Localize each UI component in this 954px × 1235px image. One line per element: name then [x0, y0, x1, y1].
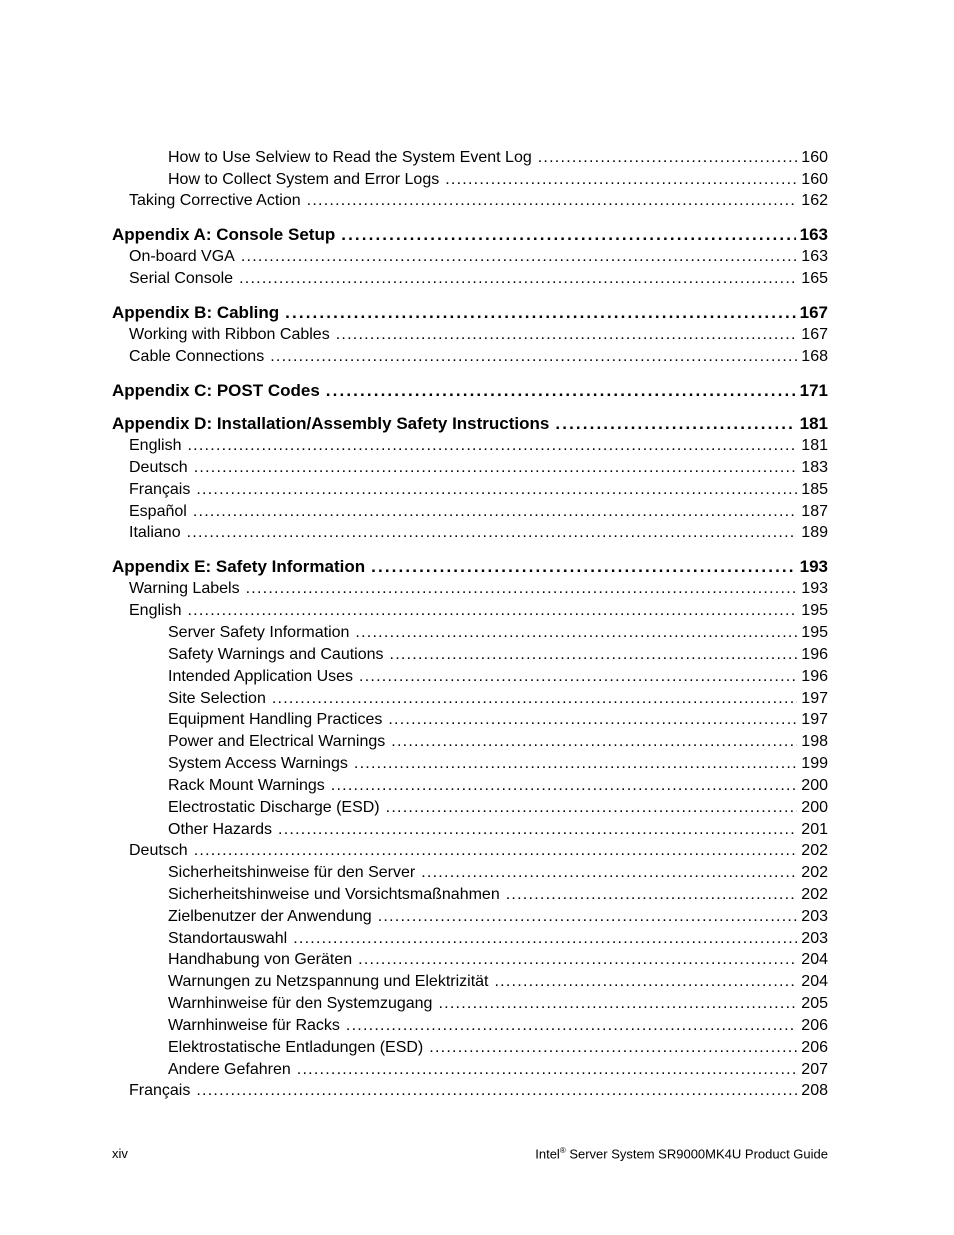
toc-entry-title: Site Selection [168, 690, 266, 707]
footer-product-name: Server System SR9000MK4U Product Guide [565, 1146, 828, 1162]
toc-entry-title: Server Safety Information [168, 624, 350, 641]
dot-leader [354, 755, 797, 773]
toc-entry-title: System Access Warnings [168, 755, 348, 772]
toc-entry[interactable] [168, 908, 828, 926]
toc-entry-page: 205 [801, 995, 828, 1012]
toc-entry-page: 204 [801, 973, 828, 990]
toc-entry[interactable] [168, 1061, 828, 1079]
dot-leader [270, 348, 797, 366]
dot-leader [239, 270, 797, 288]
toc-entry-title: Zielbenutzer der Anwendung [168, 908, 372, 925]
toc-entry[interactable] [168, 624, 828, 642]
toc-entry[interactable] [168, 690, 828, 708]
dot-leader [445, 171, 797, 189]
toc-entry-page: 193 [799, 557, 828, 576]
toc-entry-page: 197 [801, 690, 828, 707]
footer-brand: Intel [535, 1146, 560, 1162]
dot-leader [278, 821, 797, 839]
dot-leader [555, 414, 795, 434]
toc-entry-title: Rack Mount Warnings [168, 777, 325, 794]
toc-entry-title: On-board VGA [129, 248, 235, 265]
toc-entry-page: 189 [801, 524, 828, 541]
dot-leader [187, 602, 797, 620]
toc-entry-page: 202 [801, 886, 828, 903]
toc-entry-title: Français [129, 481, 191, 498]
toc-entry[interactable] [168, 821, 828, 839]
toc-entry-title: Appendix B: Cabling [112, 303, 280, 322]
toc-entry-page: 168 [801, 348, 828, 365]
toc-entry-page: 162 [801, 192, 828, 209]
toc-entry-title: Intended Application Uses [168, 668, 354, 685]
toc-entry[interactable] [168, 646, 828, 664]
toc-entry-page: 165 [801, 270, 828, 287]
dot-leader [246, 580, 798, 598]
footer-product-title [535, 1146, 828, 1161]
dot-leader [506, 886, 798, 904]
toc-entry-title: Deutsch [129, 459, 188, 476]
toc-entry[interactable] [129, 192, 828, 210]
dot-leader [241, 248, 797, 266]
dot-leader [341, 225, 795, 245]
toc-entry-title: Serial Console [129, 270, 234, 287]
toc-entry-page: 206 [801, 1039, 828, 1056]
toc-entry-page: 193 [801, 580, 828, 597]
toc-entry[interactable] [168, 668, 828, 686]
dot-leader [187, 437, 797, 455]
toc-entry[interactable] [129, 270, 828, 288]
toc-entry[interactable] [168, 711, 828, 729]
toc-entry-page: 163 [799, 225, 828, 244]
dot-leader [194, 459, 798, 477]
dot-leader [386, 799, 798, 817]
dot-leader [421, 864, 797, 882]
toc-entry-title: Other Hazards [168, 821, 273, 838]
dot-leader [391, 733, 797, 751]
dot-leader [194, 842, 798, 860]
dot-leader [388, 711, 797, 729]
toc-entry-title: Sicherheitshinweise für den Server [168, 864, 416, 881]
toc-entry-page: 204 [801, 951, 828, 968]
dot-leader [196, 1082, 797, 1100]
toc-heading[interactable] [112, 557, 828, 577]
toc-entry[interactable] [168, 973, 828, 991]
dot-leader [297, 1061, 798, 1079]
toc-entry-title: Taking Corrective Action [129, 192, 301, 209]
toc-entry-title: Deutsch [129, 842, 188, 859]
toc-entry-page: 171 [799, 381, 828, 400]
dot-leader [359, 668, 797, 686]
toc-entry-page: 197 [801, 711, 828, 728]
dot-leader [358, 951, 797, 969]
toc-entry-title: English [129, 437, 182, 454]
dot-leader [285, 303, 795, 323]
toc-entry-page: 160 [801, 149, 828, 166]
toc-entry-page: 187 [801, 503, 828, 520]
toc-entry[interactable] [168, 149, 828, 167]
footer-page-number: xiv [112, 1146, 128, 1161]
toc-entry[interactable] [168, 1017, 828, 1035]
dot-leader [390, 646, 798, 664]
toc-entry-page: 181 [799, 414, 828, 433]
toc-heading[interactable] [112, 381, 828, 401]
toc-entry[interactable] [168, 755, 828, 773]
toc-entry[interactable] [129, 602, 828, 620]
dot-leader [307, 192, 798, 210]
toc-entry-title: Handhabung von Geräten [168, 951, 353, 968]
toc-entry[interactable] [129, 437, 828, 455]
toc-entry-page: 196 [801, 646, 828, 663]
toc-entry-title: Cable Connections [129, 348, 265, 365]
toc-entry[interactable] [129, 842, 828, 860]
toc-entry-title: Español [129, 503, 187, 520]
toc-entry[interactable] [168, 171, 828, 189]
toc-entry-page: 200 [801, 799, 828, 816]
dot-leader [538, 149, 798, 167]
toc-entry-page: 181 [801, 437, 828, 454]
toc-entry[interactable] [129, 524, 828, 542]
toc-entry-title: English [129, 602, 182, 619]
toc-entry[interactable] [129, 459, 828, 477]
toc-entry-title: Andere Gefahren [168, 1061, 291, 1078]
toc-entry-title: Italiano [129, 524, 181, 541]
dot-leader [326, 381, 796, 401]
toc-entry-page: 207 [801, 1061, 828, 1078]
toc-entry-title: Français [129, 1082, 191, 1099]
toc-entry-title: Warnungen zu Netzspannung und Elektrizität [168, 973, 489, 990]
toc-entry[interactable] [168, 886, 828, 904]
toc-entry-title: Working with Ribbon Cables [129, 326, 330, 343]
toc-entry-page: 206 [801, 1017, 828, 1034]
toc-heading[interactable] [112, 414, 828, 434]
dot-leader [438, 995, 797, 1013]
toc-entry-page: 167 [801, 326, 828, 343]
toc-entry-page: 160 [801, 171, 828, 188]
toc-entry-page: 185 [801, 481, 828, 498]
toc-entry[interactable] [168, 733, 828, 751]
dot-leader [346, 1017, 797, 1035]
dot-leader [272, 690, 797, 708]
toc-entry[interactable] [168, 930, 828, 948]
toc-entry-title: Power and Electrical Warnings [168, 733, 386, 750]
toc-entry[interactable] [168, 995, 828, 1013]
toc-entry-title: Electrostatic Discharge (ESD) [168, 799, 380, 816]
toc-heading[interactable] [112, 303, 828, 323]
toc-entry-title: Standortauswahl [168, 930, 288, 947]
toc-entry-title: Warnhinweise für den Systemzugang [168, 995, 433, 1012]
toc-entry-title: Warnhinweise für Racks [168, 1017, 340, 1034]
toc-entry-title: Appendix E: Safety Information [112, 557, 366, 576]
dot-leader [193, 503, 797, 521]
dot-leader [494, 973, 797, 991]
dot-leader [371, 557, 795, 577]
dot-leader [355, 624, 797, 642]
dot-leader [187, 524, 798, 542]
toc-entry-page: 203 [801, 908, 828, 925]
toc-entry[interactable] [129, 580, 828, 598]
toc-entry[interactable] [129, 1082, 828, 1100]
toc-entry-page: 198 [801, 733, 828, 750]
dot-leader [429, 1039, 797, 1057]
toc-entry-page: 183 [801, 459, 828, 476]
toc-entry-page: 163 [801, 248, 828, 265]
toc-entry[interactable] [129, 348, 828, 366]
toc-entry-page: 201 [801, 821, 828, 838]
dot-leader [196, 481, 797, 499]
toc-entry-title: Elektrostatische Entladungen (ESD) [168, 1039, 424, 1056]
toc-entry[interactable] [168, 951, 828, 969]
toc-entry-title: How to Collect System and Error Logs [168, 171, 440, 188]
toc-entry[interactable] [129, 248, 828, 266]
toc-entry[interactable] [168, 777, 828, 795]
toc-entry[interactable] [129, 503, 828, 521]
dot-leader [378, 908, 798, 926]
dot-leader [336, 326, 798, 344]
toc-entry-page: 199 [801, 755, 828, 772]
dot-leader [293, 930, 797, 948]
toc-entry-page: 195 [801, 624, 828, 641]
toc-entry-page: 196 [801, 668, 828, 685]
toc-entry-page: 167 [799, 303, 828, 322]
toc-entry-page: 202 [801, 842, 828, 859]
toc-entry-title: Appendix A: Console Setup [112, 225, 336, 244]
toc-entry[interactable] [168, 1039, 828, 1057]
toc-entry-page: 200 [801, 777, 828, 794]
toc-entry-page: 208 [801, 1082, 828, 1099]
toc-entry-page: 203 [801, 930, 828, 947]
toc-entry-page: 202 [801, 864, 828, 881]
toc-heading[interactable] [112, 225, 828, 245]
toc-entry-title: How to Use Selview to Read the System Event Log [168, 149, 532, 166]
toc-entry[interactable] [168, 864, 828, 882]
toc-entry[interactable] [129, 481, 828, 499]
toc-entry-title: Equipment Handling Practices [168, 711, 383, 728]
toc-entry[interactable] [129, 326, 828, 344]
toc-entry-title: Safety Warnings and Cautions [168, 646, 384, 663]
toc-entry[interactable] [168, 799, 828, 817]
toc-entry-title: Sicherheitshinweise und Vorsichtsmaßnahmen [168, 886, 500, 903]
registered-mark: ® [559, 1146, 566, 1155]
toc-entry-page: 195 [801, 602, 828, 619]
toc-entry-title: Appendix D: Installation/Assembly Safety Instructions [112, 414, 550, 433]
dot-leader [331, 777, 798, 795]
toc-entry-title: Appendix C: POST Codes [112, 381, 320, 400]
toc-entry-title: Warning Labels [129, 580, 240, 597]
